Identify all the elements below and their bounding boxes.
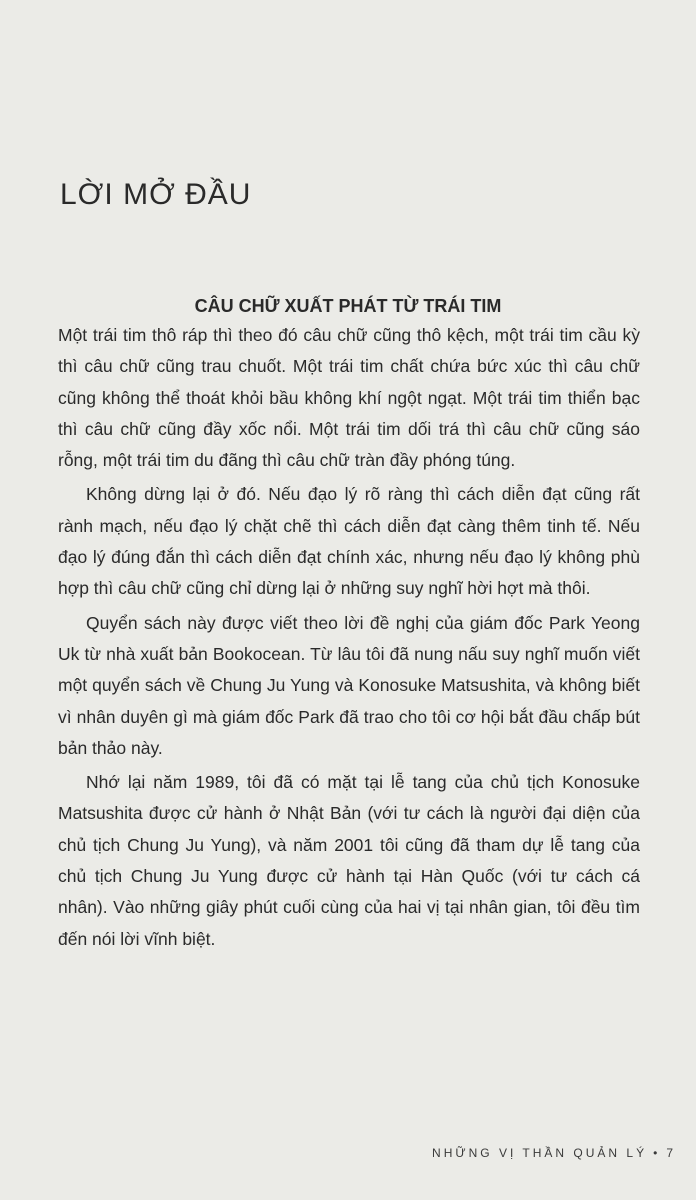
running-head: NHỮNG VỊ THẦN QUẢN LÝ [432, 1146, 648, 1160]
page-number: 7 [666, 1146, 676, 1160]
chapter-title: LỜI MỞ ĐẦU [60, 178, 252, 212]
paragraph-2: Không dừng lại ở đó. Nếu đạo lý rõ ràng thì cách diễn đạt cũng rất rành mạch, nếu đạo lý chặt chẽ thì cách diễn đạt càng thêm tinh tế. Nếu đạo lý đúng đắn thì cách diễn đạt chính xác, nhưng nếu đạo lý không phù hợp thì câu chữ cũng chỉ dừng lại ở những suy nghĩ hời hợt mà thôi. [58, 484, 640, 599]
paragraph-1: Một trái tim thô ráp thì theo đó câu chữ cũng thô kệch, một trái tim cầu kỳ thì câu chữ cũng trau chuốt. Một trái tim chất chứa bức xúc thì câu chữ cũng không thể thoát khỏi bầu không khí ngột ngạt. Một trái tim thiển bạc thì câu chữ cũng đầy xốc nổi. Một trái tim dối trá thì câu chữ cũng sáo rỗng, một trái tim du đãng thì câu chữ tràn đầy phóng túng. [58, 325, 640, 471]
footer-separator: • [653, 1146, 661, 1160]
paragraph-4: Nhớ lại năm 1989, tôi đã có mặt tại lễ tang của chủ tịch Konosuke Matsushita được cử hành ở Nhật Bản (với tư cách là người đại diện của chủ tịch Chung Ju Yung), và năm 2001 tôi cũng đã tham dự lễ tang của chủ tịch Chung Ju Yung được cử hành tại Hàn Quốc (với tư cách cá nhân). Vào những giây phút cuối cùng của hai vị tại nhân gian, tôi đều tìm đến nói lời vĩnh biệt. [58, 772, 640, 949]
page-footer [0, 1146, 676, 1160]
section-title: CÂU CHỮ XUẤT PHÁT TỪ TRÁI TIM [194, 295, 502, 316]
paragraph-3: Quyển sách này được viết theo lời đề nghị của giám đốc Park Yeong Uk từ nhà xuất bản Bookocean. Từ lâu tôi đã nung nấu suy nghĩ muốn viết một quyển sách về Chung Ju Yung và Konosuke Matsushita, và không biết vì nhân duyên gì mà giám đốc Park đã trao cho tôi cơ hội bắt đầu chấp bút bản thảo này. [58, 612, 640, 758]
body-text [58, 320, 640, 955]
